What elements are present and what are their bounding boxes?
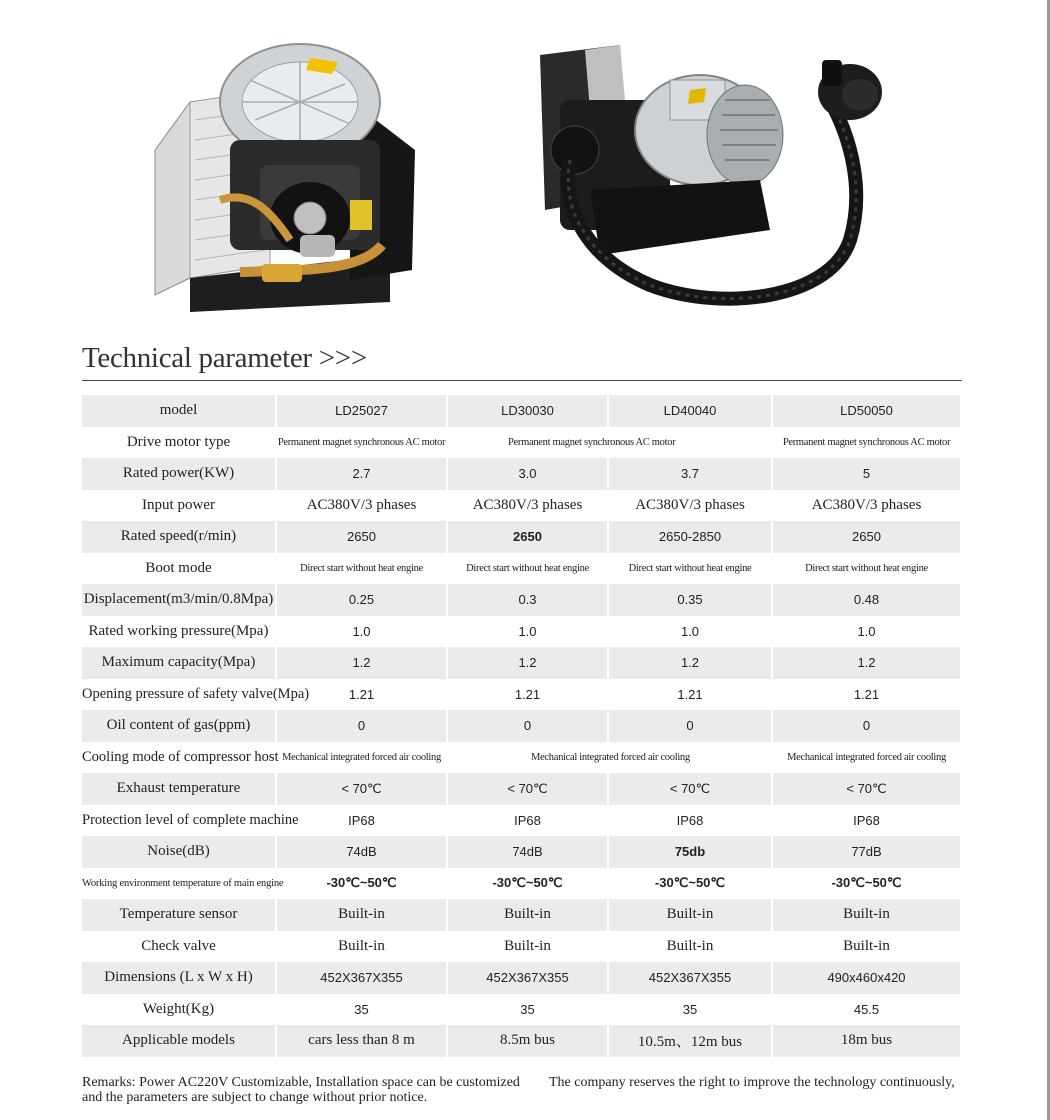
- table-cell: Built-in: [773, 899, 960, 931]
- row-label: Protection level of complete machine: [82, 805, 277, 837]
- table-cell: 1.0: [448, 616, 609, 648]
- table-row-working-environment-temperature: [82, 868, 960, 900]
- table-cell: IP68: [277, 805, 448, 837]
- table-cell: 1.2: [609, 647, 773, 679]
- table-cell: 35: [277, 994, 448, 1026]
- table-cell: IP68: [853, 812, 880, 828]
- row-label: Rated working pressure(Mpa): [82, 616, 277, 648]
- table-row-cooling-mode: [82, 742, 960, 774]
- table-cell: < 70℃: [773, 773, 960, 805]
- table-row-exhaust-temperature: [82, 773, 960, 805]
- table-cell: Built-in: [843, 937, 890, 954]
- row-label: Noise(dB): [82, 836, 277, 868]
- table-cell: IP68: [609, 805, 773, 837]
- table-cell: 0: [277, 710, 448, 742]
- table-row-rated-power: [82, 458, 960, 490]
- table-cell: 10.5m、12m bus: [609, 1025, 773, 1057]
- table-cell: Built-in: [609, 931, 773, 963]
- table-cell: Built-in: [609, 899, 773, 931]
- table-cell: AC380V/3 phases: [811, 496, 922, 513]
- table-cell: AC380V/3 phases: [277, 490, 448, 522]
- compressor-side-photo: [530, 40, 890, 315]
- table-cell: Permanent magnet synchronous AC motor: [277, 427, 448, 459]
- table-row-boot-mode: [82, 553, 960, 585]
- table-row-displacement: [82, 584, 960, 616]
- table-cell: 18m bus: [773, 1025, 960, 1057]
- row-label: model: [82, 395, 277, 427]
- table-cell: -30℃~50℃: [609, 868, 773, 900]
- table-row-noise: [82, 836, 960, 868]
- table-cell: 452X367X355: [448, 962, 609, 994]
- table-cell: 3.0: [448, 458, 609, 490]
- table-row-dimensions: [82, 962, 960, 994]
- row-label: Boot mode: [82, 553, 277, 585]
- row-label: Temperature sensor: [82, 899, 277, 931]
- table-cell: 1.21: [609, 679, 773, 711]
- row-label: Drive motor type: [82, 427, 277, 459]
- table-cell: 1.0: [277, 616, 448, 648]
- table-cell: Permanent magnet synchronous AC motor: [448, 427, 773, 459]
- table-row-check-valve: [82, 931, 960, 963]
- table-row-applicable-models: [82, 1025, 960, 1057]
- table-cell: 452X367X355: [277, 962, 448, 994]
- table-cell: 77dB: [773, 836, 960, 868]
- table-cell: 1.0: [609, 616, 773, 648]
- table-cell: LD25027: [277, 395, 448, 427]
- row-label: Displacement(m3/min/0.8Mpa): [82, 584, 277, 616]
- table-cell: Direct start without heat engine: [609, 553, 773, 585]
- table-cell: 2650: [448, 521, 609, 553]
- table-cell: 3.7: [609, 458, 773, 490]
- row-label: Weight(Kg): [82, 994, 277, 1026]
- table-row-weight: [82, 994, 960, 1026]
- rights-note: The company reserves the right to improve the technology continuously,: [549, 1075, 955, 1090]
- row-label: Dimensions (L x W x H): [82, 962, 277, 994]
- row-label: Rated speed(r/min): [82, 521, 277, 553]
- table-cell: 1.0: [857, 623, 876, 639]
- table-cell: Direct start without heat engine: [805, 562, 928, 574]
- table-cell: 0.3: [448, 584, 609, 616]
- table-cell: 490x460x420: [773, 962, 960, 994]
- table-cell: 0: [609, 710, 773, 742]
- row-label: Applicable models: [82, 1025, 277, 1057]
- table-cell: 0.25: [277, 584, 448, 616]
- technical-parameter-table: [82, 395, 960, 1057]
- table-cell: cars less than 8 m: [277, 1025, 448, 1057]
- table-cell: Mechanical integrated forced air cooling: [448, 742, 773, 774]
- table-row-oil-content: [82, 710, 960, 742]
- table-cell: Direct start without heat engine: [448, 553, 609, 585]
- table-cell: Built-in: [448, 931, 609, 963]
- table-cell: 1.2: [773, 647, 960, 679]
- table-cell: LD40040: [609, 395, 773, 427]
- table-cell: 2650: [773, 521, 960, 553]
- row-label: Opening pressure of safety valve(Mpa): [82, 679, 277, 711]
- table-cell: IP68: [448, 805, 609, 837]
- table-cell: Permanent magnet synchronous AC motor: [782, 436, 951, 448]
- table-row-drive-motor-type: [82, 427, 960, 459]
- table-cell: 5: [773, 458, 960, 490]
- table-cell: LD50050: [773, 395, 960, 427]
- table-cell: < 70℃: [277, 773, 448, 805]
- table-cell: Built-in: [448, 899, 609, 931]
- table-cell: 45.5: [853, 1001, 880, 1017]
- table-cell: Direct start without heat engine: [277, 553, 448, 585]
- row-label: Input power: [82, 490, 277, 522]
- table-cell: 1.21: [853, 686, 880, 702]
- table-cell: 2.7: [277, 458, 448, 490]
- compressor-front-photo: [150, 40, 425, 315]
- table-row-input-power: [82, 490, 960, 522]
- table-cell: 0: [773, 710, 960, 742]
- row-label: Oil content of gas(ppm): [82, 710, 277, 742]
- remarks-note: Remarks: Power AC220V Customizable, Installation space can be customized and the parameters are subject to change without prior notice.: [82, 1075, 520, 1105]
- table-row-safety-valve-pressure: [82, 679, 960, 711]
- row-label: Cooling mode of compressor host: [82, 742, 277, 774]
- table-cell: 1.21: [448, 679, 609, 711]
- table-cell: 1.2: [277, 647, 448, 679]
- table-cell: 35: [448, 994, 609, 1026]
- table-row-model: [82, 395, 960, 427]
- table-cell: 75db: [609, 836, 773, 868]
- table-row-rated-speed: [82, 521, 960, 553]
- table-cell: -30℃~50℃: [277, 868, 448, 900]
- row-label: Check valve: [82, 931, 277, 963]
- table-row-temperature-sensor: [82, 899, 960, 931]
- section-title: Technical parameter >>>: [82, 342, 367, 374]
- table-cell: < 70℃: [609, 773, 773, 805]
- table-cell: < 70℃: [448, 773, 609, 805]
- table-cell: 0.48: [773, 584, 960, 616]
- table-cell: 0: [448, 710, 609, 742]
- table-cell: Built-in: [277, 931, 448, 963]
- table-cell: 0.35: [609, 584, 773, 616]
- table-cell: 2650: [277, 521, 448, 553]
- table-cell: 1.21: [277, 679, 448, 711]
- row-label: Exhaust temperature: [82, 773, 277, 805]
- table-cell: 8.5m bus: [448, 1025, 609, 1057]
- table-row-protection-level: [82, 805, 960, 837]
- table-cell: Mechanical integrated forced air cooling: [277, 742, 448, 774]
- table-cell: 35: [609, 994, 773, 1026]
- table-cell: 1.2: [448, 647, 609, 679]
- row-label: Working environment temperature of main engine: [82, 868, 277, 900]
- table-cell: -30℃~50℃: [831, 875, 902, 891]
- table-cell: Built-in: [277, 899, 448, 931]
- table-cell: 74dB: [277, 836, 448, 868]
- table-cell: 74dB: [448, 836, 609, 868]
- table-cell: -30℃~50℃: [448, 868, 609, 900]
- table-cell: AC380V/3 phases: [448, 490, 609, 522]
- table-cell: 452X367X355: [609, 962, 773, 994]
- table-cell: AC380V/3 phases: [609, 490, 773, 522]
- table-cell: 2650-2850: [609, 521, 773, 553]
- row-label: Maximum capacity(Mpa): [82, 647, 277, 679]
- row-label: Rated power(KW): [82, 458, 277, 490]
- table-cell: LD30030: [448, 395, 609, 427]
- title-rule: [82, 380, 962, 381]
- table-row-rated-working-pressure: [82, 616, 960, 648]
- table-row-maximum-capacity: [82, 647, 960, 679]
- table-cell: Mechanical integrated forced air cooling: [787, 751, 946, 763]
